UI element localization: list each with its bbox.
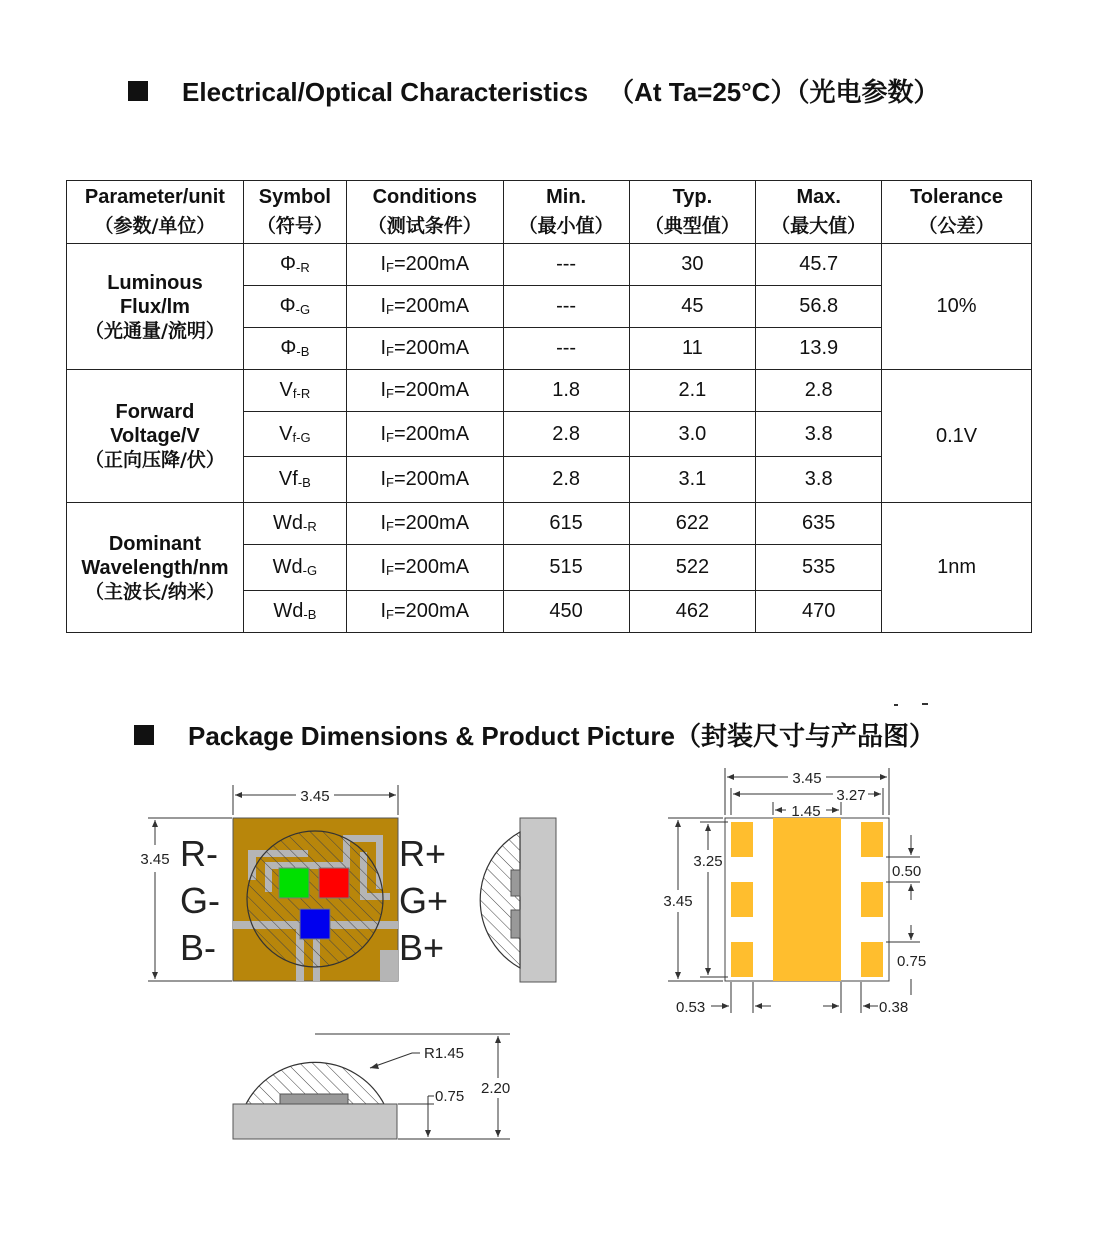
max-value-cell: 2.8 bbox=[756, 370, 882, 412]
tolerance-cell: 1nm bbox=[882, 503, 1032, 633]
symbol-main: Φ bbox=[279, 295, 296, 317]
pad bbox=[731, 882, 753, 917]
pad-height-dim: 0.50 bbox=[892, 863, 922, 880]
base-section bbox=[233, 1104, 397, 1139]
condition-value: =200mA bbox=[394, 379, 470, 401]
column-header-en: Max. bbox=[796, 186, 841, 208]
tolerance-cell: 0.1V bbox=[882, 370, 1032, 503]
column-header-cn: （测试条件） bbox=[367, 215, 482, 237]
condition-sub: F bbox=[386, 607, 394, 622]
tolerance-cell: 10% bbox=[882, 244, 1032, 370]
symbol-sub: -R bbox=[303, 519, 317, 534]
pin-label-b-minus: B- bbox=[180, 927, 216, 968]
pad-gap-dim: 0.75 bbox=[897, 953, 927, 970]
typ-value-cell: 2.1 bbox=[629, 370, 756, 412]
symbol-main: Φ bbox=[280, 337, 297, 359]
symbol-main: V bbox=[279, 379, 293, 401]
red-led-chip bbox=[319, 868, 349, 898]
symbol-sub: -G bbox=[302, 563, 318, 578]
pad-overall-height-dim: 3.45 bbox=[663, 893, 693, 910]
pad bbox=[861, 822, 883, 857]
pad bbox=[861, 942, 883, 977]
typ-value-cell: 3.0 bbox=[629, 412, 756, 457]
typ-value-cell: 45 bbox=[629, 286, 756, 328]
section2-title-cn: （封装尺寸与产品图） bbox=[674, 722, 935, 752]
typ-value-cell: 522 bbox=[629, 545, 756, 591]
typ-value-cell: 622 bbox=[629, 503, 756, 545]
symbol-main: Wd bbox=[273, 512, 304, 534]
symbol-sub: -R bbox=[296, 260, 310, 275]
max-value-cell: 3.8 bbox=[756, 457, 882, 503]
symbol-main: V bbox=[279, 422, 293, 445]
condition-main: I bbox=[380, 253, 387, 275]
center-pad bbox=[773, 818, 841, 981]
max-value-cell: 3.8 bbox=[756, 412, 882, 457]
min-value-cell: 450 bbox=[503, 591, 629, 633]
condition-sub: F bbox=[386, 563, 394, 578]
column-header-cn: （符号） bbox=[256, 215, 333, 237]
symbol-main: Vf bbox=[278, 468, 298, 490]
column-header-en: Symbol bbox=[258, 186, 331, 208]
green-led-chip bbox=[279, 868, 309, 898]
condition-sub: F bbox=[386, 344, 394, 359]
column-header-en: Conditions bbox=[372, 186, 477, 208]
top-view-drawing bbox=[140, 785, 556, 982]
left-margin-dim: 0.53 bbox=[676, 999, 706, 1016]
pin-label-g-minus: G- bbox=[180, 880, 220, 921]
column-header-en: Tolerance bbox=[910, 186, 1004, 208]
condition-main: I bbox=[380, 422, 387, 445]
base-height-dim: 0.75 bbox=[435, 1088, 465, 1105]
pin-label-r-minus: R- bbox=[180, 833, 218, 874]
symbol-sub: -B bbox=[303, 607, 317, 622]
column-header-cn: （参数/单位） bbox=[94, 215, 216, 237]
condition-value: =200mA bbox=[394, 295, 470, 317]
right-margin-dim: 0.38 bbox=[879, 999, 909, 1016]
bottom-view-drawing bbox=[663, 768, 926, 1016]
symbol-sub: -B bbox=[296, 344, 310, 359]
min-value-cell: 515 bbox=[503, 545, 629, 591]
condition-value: =200mA bbox=[394, 600, 470, 622]
column-header-en: Parameter/unit bbox=[84, 186, 225, 208]
column-header-cn: （最大值） bbox=[771, 215, 867, 237]
condition-value: =200mA bbox=[394, 556, 470, 578]
section-title-cn: （光电参数） bbox=[796, 78, 940, 108]
top-width-dim: 3.45 bbox=[300, 788, 330, 805]
min-value-cell: 1.8 bbox=[503, 370, 629, 412]
min-value-cell: --- bbox=[503, 244, 629, 286]
condition-sub: F bbox=[386, 386, 394, 401]
parameter-name-line: Voltage/V bbox=[110, 425, 200, 447]
top-height-dim: 3.45 bbox=[140, 851, 170, 868]
typ-value-cell: 11 bbox=[629, 328, 756, 370]
pad bbox=[861, 882, 883, 917]
typ-value-cell: 3.1 bbox=[629, 457, 756, 503]
condition-value: =200mA bbox=[394, 512, 470, 534]
symbol-sub: -G bbox=[295, 302, 311, 317]
center-pad-width-dim: 1.45 bbox=[791, 803, 821, 820]
lens-outline bbox=[247, 831, 383, 967]
total-height-dim: 2.20 bbox=[481, 1080, 511, 1097]
pad-inner-height-dim: 3.25 bbox=[693, 853, 723, 870]
symbol-sub: f-R bbox=[292, 386, 311, 401]
condition-main: I bbox=[380, 468, 387, 490]
condition-main: I bbox=[380, 600, 387, 622]
condition-sub: F bbox=[386, 475, 394, 490]
symbol-main: Wd bbox=[273, 600, 304, 622]
condition-sub: F bbox=[386, 302, 394, 317]
parameter-name-line: Forward bbox=[115, 401, 195, 423]
min-value-cell: --- bbox=[503, 328, 629, 370]
condition-sub: F bbox=[386, 429, 394, 445]
max-value-cell: 56.8 bbox=[756, 286, 882, 328]
column-header-cn: （典型值） bbox=[644, 215, 740, 237]
column-header-cn: （最小值） bbox=[518, 215, 614, 237]
section-title-condition: （At Ta=25°C） bbox=[608, 77, 797, 107]
condition-main: I bbox=[380, 379, 387, 401]
condition-value: =200mA bbox=[394, 253, 470, 275]
max-value-cell: 45.7 bbox=[756, 244, 882, 286]
condition-main: I bbox=[380, 556, 387, 578]
side-view-drawing bbox=[233, 1034, 510, 1139]
side-profile-dome bbox=[480, 832, 520, 968]
min-value-cell: 2.8 bbox=[503, 412, 629, 457]
condition-sub: F bbox=[386, 260, 394, 275]
condition-sub: F bbox=[386, 519, 394, 534]
typ-value-cell: 462 bbox=[629, 591, 756, 633]
pin-label-r-plus: R+ bbox=[399, 833, 447, 874]
column-header-en: Min. bbox=[546, 186, 587, 208]
chip-section bbox=[280, 1094, 348, 1104]
parameter-name-line: （光通量/流明） bbox=[84, 319, 225, 342]
column-header-en: Typ. bbox=[672, 186, 713, 208]
parameter-name-line: Luminous bbox=[107, 271, 203, 294]
parameter-name-line: （主波长/纳米） bbox=[84, 580, 225, 603]
symbol-sub: f-G bbox=[292, 429, 311, 445]
symbol-main: Wd bbox=[272, 556, 303, 578]
side-profile-body bbox=[520, 818, 556, 982]
pin-label-g-plus: G+ bbox=[399, 880, 449, 921]
condition-main: I bbox=[380, 337, 387, 359]
pad bbox=[731, 942, 753, 977]
parameter-name-line: Dominant bbox=[108, 532, 202, 555]
section-title-en: Electrical/Optical Characteristics bbox=[182, 77, 589, 107]
condition-value: =200mA bbox=[394, 468, 470, 490]
typ-value-cell: 30 bbox=[629, 244, 756, 286]
min-value-cell: 615 bbox=[503, 503, 629, 545]
pad bbox=[731, 822, 753, 857]
parameter-name-line: Flux/lm bbox=[119, 295, 190, 318]
pad-overall-width-dim: 3.45 bbox=[792, 770, 822, 787]
max-value-cell: 13.9 bbox=[756, 328, 882, 370]
parameter-name-line: Wavelength/nm bbox=[81, 556, 229, 579]
max-value-cell: 635 bbox=[756, 503, 882, 545]
blue-led-chip bbox=[300, 909, 330, 939]
condition-value: =200mA bbox=[394, 422, 470, 445]
column-header-cn: （公差） bbox=[918, 215, 995, 237]
min-value-cell: --- bbox=[503, 286, 629, 328]
max-value-cell: 535 bbox=[756, 545, 882, 591]
pin-label-b-plus: B+ bbox=[399, 927, 445, 968]
section2-title-en: Package Dimensions & Product Picture bbox=[188, 721, 675, 751]
condition-main: I bbox=[380, 512, 387, 534]
min-value-cell: 2.8 bbox=[503, 457, 629, 503]
condition-main: I bbox=[380, 295, 387, 317]
parameter-name-line: （正向压降/伏） bbox=[84, 449, 225, 471]
symbol-main: Φ bbox=[280, 253, 296, 275]
condition-value: =200mA bbox=[394, 337, 470, 359]
pad-inner-width-dim: 3.27 bbox=[836, 787, 866, 804]
dome-radius-dim: R1.45 bbox=[424, 1045, 465, 1062]
max-value-cell: 470 bbox=[756, 591, 882, 633]
symbol-sub: -B bbox=[297, 475, 311, 490]
